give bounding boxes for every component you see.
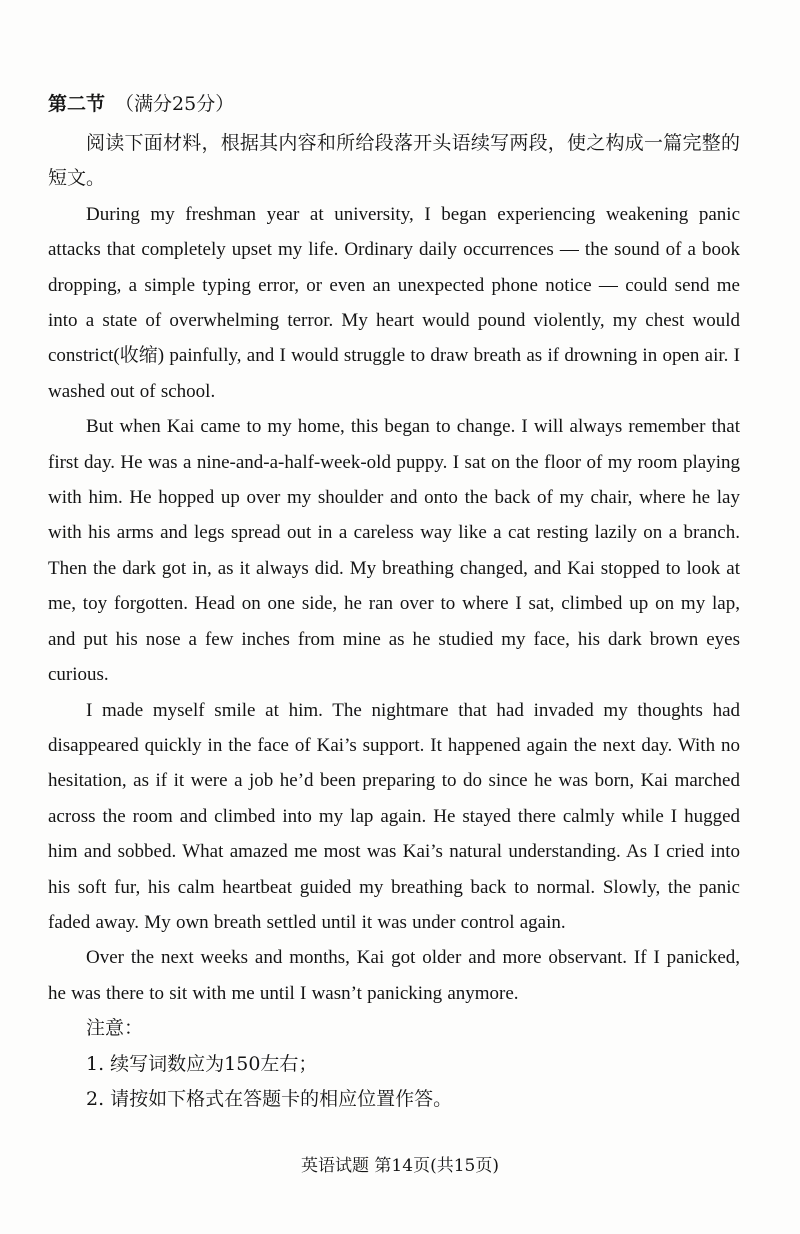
- section-title: 第二节: [48, 93, 106, 115]
- note-item-2: 2. 请按如下格式在答题卡的相应位置作答。: [86, 1088, 453, 1111]
- note-item-1: 1. 续写词数应为150左右；: [86, 1052, 318, 1075]
- passage-paragraph-1: During my freshman year at university, I began experiencing weakening panic attacks that completely upset my life. Ordinary daily occurrences — the sound of a book dropping, a simple typing error, or even an unexpected phone notice — could send me into a state of overwhelming terror. My heart would pound violently, my chest would constrict(收缩) painfully, and I would struggle to draw breath as if drowning in open air. I washed out of school.: [48, 203, 740, 402]
- page-footer: 英语试题 第14页(共15页): [301, 1156, 499, 1176]
- section-score: （满分25分）: [115, 93, 235, 115]
- notes-block: [48, 1011, 740, 1118]
- exam-body: [48, 126, 740, 1118]
- section-heading: [48, 90, 234, 118]
- passage-paragraph-4: Over the next weeks and months, Kai got older and more observant. If I panicked, he was there to sit with me until I wasn’t panicking anymore.: [48, 947, 740, 1004]
- passage-paragraph-2: But when Kai came to my home, this began to change. I will always remember that first day. He was a nine-and-a-half-week-old puppy. I sat on the floor of my room playing with him. He hopped up over my shoulder and onto the back of my chair, where he lay with his arms and legs spread out in a careless way like a cat resting lazily on a branch. Then the dark got in, as it always did. My breathing changed, and Kai stopped to look at me, toy forgotten. Head on one side, he ran over to where I sat, climbed up on my lap, and put his nose a few inches from mine as he studied my face, his dark brown eyes curious.: [48, 416, 740, 686]
- task-instructions: 阅读下面材料，根据其内容和所给段落开头语续写两段，使之构成一篇完整的短文。: [48, 132, 740, 190]
- passage-paragraph-3: I made myself smile at him. The nightmare that had invaded my thoughts had disappeared quickly in the face of Kai’s support. It happened again the next day. With no hesitation, as if it were a job he’d been preparing to do since he was born, Kai marched across the room and climbed into my lap again. He stayed there calmly while I hugged him and sobbed. What amazed me most was Kai’s natural understanding. As I cried into his soft fur, his calm heartbeat guided my breathing back to normal. Slowly, the panic faded away. My own breath settled until it was under control again.: [48, 699, 740, 933]
- notes-heading: 注意：: [86, 1017, 144, 1040]
